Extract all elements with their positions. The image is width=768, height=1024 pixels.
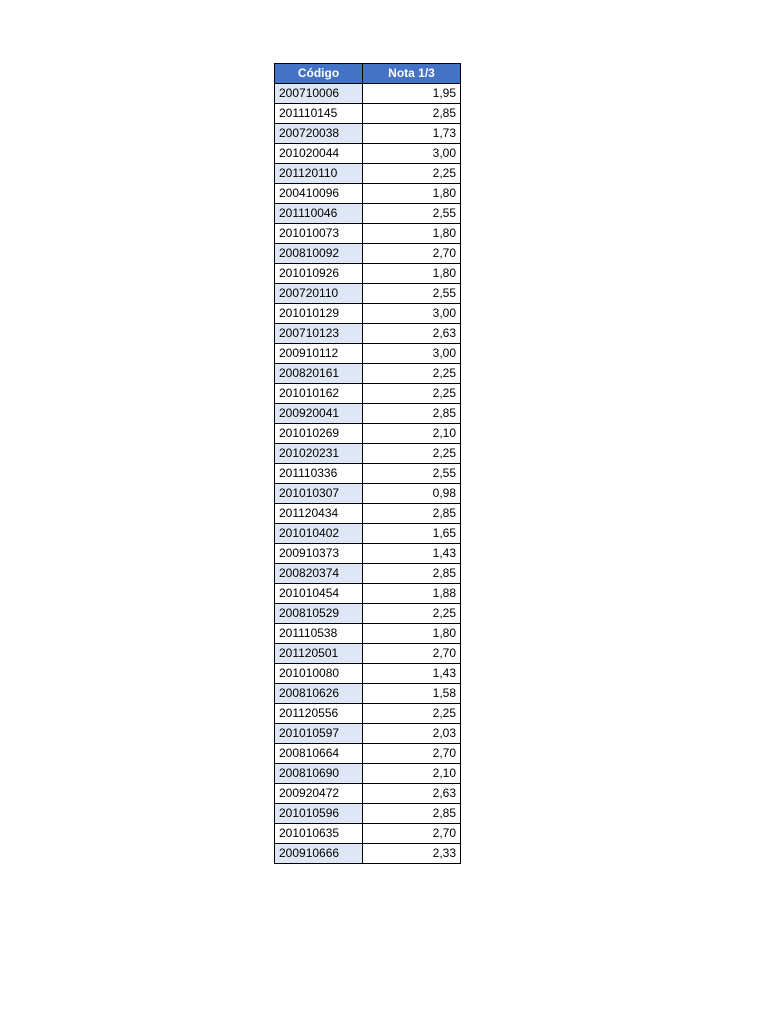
- student-code-cell: 200710123: [275, 324, 363, 344]
- student-code-cell: 201010080: [275, 664, 363, 684]
- student-code-cell: 201010926: [275, 264, 363, 284]
- grade-cell: 2,25: [363, 364, 461, 384]
- student-code-cell: 201010402: [275, 524, 363, 544]
- table-row: [275, 564, 461, 584]
- grade-cell: 2,25: [363, 704, 461, 724]
- table-row: [275, 384, 461, 404]
- table-row: [275, 784, 461, 804]
- student-code-cell: 200910373: [275, 544, 363, 564]
- table-row: [275, 544, 461, 564]
- grade-cell: 2,33: [363, 844, 461, 864]
- student-code-cell: 201010597: [275, 724, 363, 744]
- table-row: [275, 744, 461, 764]
- table-row: [275, 724, 461, 744]
- table-row: [275, 824, 461, 844]
- student-code-cell: 200910666: [275, 844, 363, 864]
- table-row: [275, 604, 461, 624]
- grade-cell: 2,10: [363, 424, 461, 444]
- grade-cell: 2,85: [363, 404, 461, 424]
- table-row: [275, 144, 461, 164]
- table-row: [275, 284, 461, 304]
- student-code-cell: 201120434: [275, 504, 363, 524]
- student-code-cell: 201120110: [275, 164, 363, 184]
- student-code-cell: 201110046: [275, 204, 363, 224]
- student-code-cell: 201120556: [275, 704, 363, 724]
- header-grade: Nota 1/3: [363, 64, 461, 84]
- table-row: [275, 364, 461, 384]
- table-row: [275, 164, 461, 184]
- table-row: [275, 484, 461, 504]
- grade-cell: 2,85: [363, 804, 461, 824]
- grade-cell: 2,25: [363, 164, 461, 184]
- student-code-cell: 201110145: [275, 104, 363, 124]
- table-row: [275, 464, 461, 484]
- student-code-cell: 200810664: [275, 744, 363, 764]
- student-code-cell: 200410096: [275, 184, 363, 204]
- table-row: [275, 504, 461, 524]
- student-code-cell: 200810092: [275, 244, 363, 264]
- table-row: [275, 224, 461, 244]
- table-body: [275, 84, 461, 864]
- grade-cell: 2,85: [363, 564, 461, 584]
- table-row: [275, 644, 461, 664]
- student-code-cell: 200810529: [275, 604, 363, 624]
- table-row: [275, 524, 461, 544]
- table-row: [275, 404, 461, 424]
- table-row: [275, 664, 461, 684]
- student-code-cell: 200920041: [275, 404, 363, 424]
- grade-cell: 1,80: [363, 264, 461, 284]
- student-code-cell: 200820374: [275, 564, 363, 584]
- student-code-cell: 200810690: [275, 764, 363, 784]
- grade-cell: 2,25: [363, 444, 461, 464]
- student-code-cell: 200810626: [275, 684, 363, 704]
- table-row: [275, 184, 461, 204]
- grade-cell: 2,25: [363, 604, 461, 624]
- table-row: [275, 444, 461, 464]
- student-code-cell: 200820161: [275, 364, 363, 384]
- grade-cell: 0,98: [363, 484, 461, 504]
- grade-cell: 2,55: [363, 204, 461, 224]
- grade-cell: 1,80: [363, 224, 461, 244]
- table-row: [275, 264, 461, 284]
- student-code-cell: 201110336: [275, 464, 363, 484]
- student-code-cell: 201010162: [275, 384, 363, 404]
- student-code-cell: 200720110: [275, 284, 363, 304]
- student-code-cell: 201010269: [275, 424, 363, 444]
- grade-cell: 2,10: [363, 764, 461, 784]
- student-code-cell: 201020044: [275, 144, 363, 164]
- grade-cell: 1,58: [363, 684, 461, 704]
- grade-cell: 2,70: [363, 824, 461, 844]
- grade-cell: 3,00: [363, 144, 461, 164]
- grade-cell: 2,63: [363, 324, 461, 344]
- grade-cell: 2,63: [363, 784, 461, 804]
- grade-cell: 1,65: [363, 524, 461, 544]
- grade-cell: 2,03: [363, 724, 461, 744]
- grade-cell: 2,85: [363, 104, 461, 124]
- table-row: [275, 84, 461, 104]
- grades-table: [274, 63, 461, 864]
- table-row: [275, 104, 461, 124]
- table-row: [275, 624, 461, 644]
- table-row: [275, 584, 461, 604]
- grade-cell: 3,00: [363, 304, 461, 324]
- student-code-cell: 201120501: [275, 644, 363, 664]
- table-row: [275, 804, 461, 824]
- table-row: [275, 844, 461, 864]
- student-code-cell: 201010307: [275, 484, 363, 504]
- grade-cell: 2,25: [363, 384, 461, 404]
- grade-cell: 1,88: [363, 584, 461, 604]
- table-row: [275, 764, 461, 784]
- table-row: [275, 424, 461, 444]
- table-row: [275, 684, 461, 704]
- student-code-cell: 200920472: [275, 784, 363, 804]
- grade-cell: 1,43: [363, 664, 461, 684]
- table-row: [275, 204, 461, 224]
- header-code: Código: [275, 64, 363, 84]
- student-code-cell: 200720038: [275, 124, 363, 144]
- grade-cell: 2,70: [363, 744, 461, 764]
- student-code-cell: 201020231: [275, 444, 363, 464]
- grade-cell: 1,80: [363, 624, 461, 644]
- table-row: [275, 344, 461, 364]
- grade-cell: 2,55: [363, 464, 461, 484]
- student-code-cell: 201010129: [275, 304, 363, 324]
- grade-cell: 2,85: [363, 504, 461, 524]
- table-row: [275, 704, 461, 724]
- student-code-cell: 201010073: [275, 224, 363, 244]
- student-code-cell: 200910112: [275, 344, 363, 364]
- table-row: [275, 324, 461, 344]
- table-row: [275, 304, 461, 324]
- table-row: [275, 124, 461, 144]
- grade-cell: 1,80: [363, 184, 461, 204]
- grade-cell: 1,95: [363, 84, 461, 104]
- table-row: [275, 244, 461, 264]
- student-code-cell: 201010635: [275, 824, 363, 844]
- grade-cell: 2,55: [363, 284, 461, 304]
- header-row: [275, 64, 461, 84]
- student-code-cell: 201010454: [275, 584, 363, 604]
- student-code-cell: 201110538: [275, 624, 363, 644]
- grade-cell: 1,73: [363, 124, 461, 144]
- student-code-cell: 200710006: [275, 84, 363, 104]
- student-code-cell: 201010596: [275, 804, 363, 824]
- grade-cell: 2,70: [363, 644, 461, 664]
- grade-cell: 1,43: [363, 544, 461, 564]
- grade-cell: 2,70: [363, 244, 461, 264]
- grade-cell: 3,00: [363, 344, 461, 364]
